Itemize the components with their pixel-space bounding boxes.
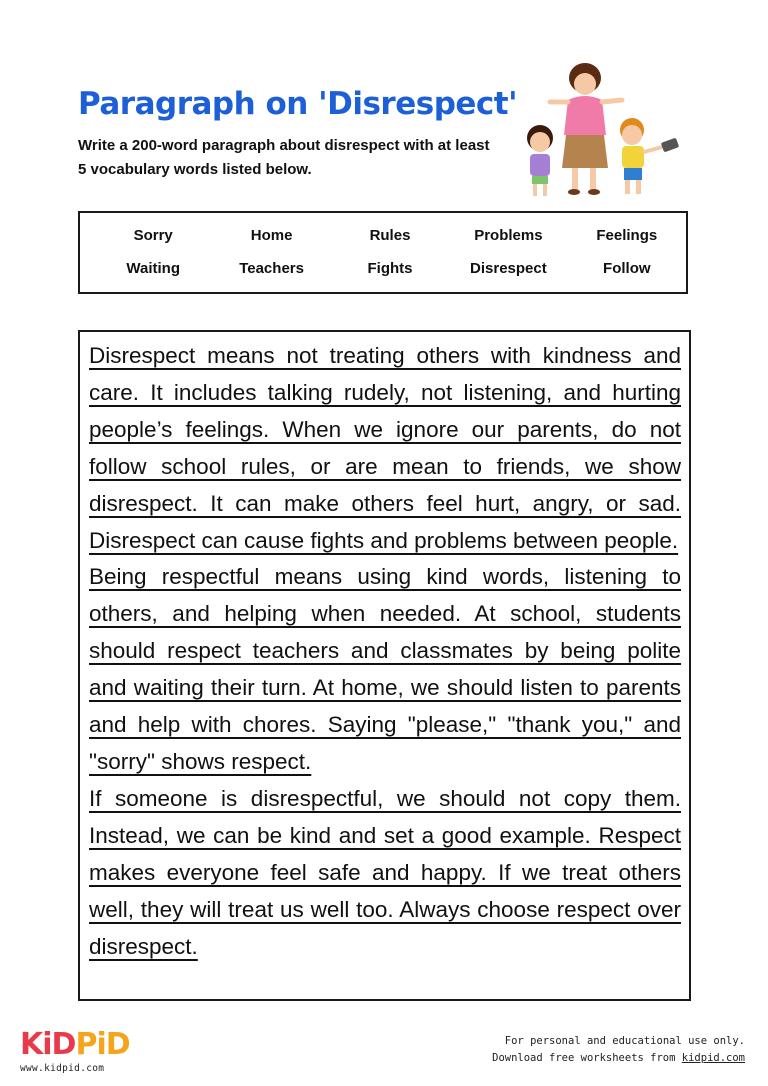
paragraph-3-text: If someone is disrespectful, we should not copy them. Instead, we can be kind and set a good example. Respect makes everyone feel safe and happy. If we treat others well, they will treat us well too. Always choose respect over disrespect. bbox=[89, 785, 681, 959]
logo-letter: K bbox=[20, 1027, 43, 1062]
paragraph-1-text: Disrespect means not treating others with kindness and care. It includes talking rudely, not listening, and hurting people’s feelings. When we ignore our parents, do not follow school rules, or are mean to friends, we show disrespect. It can make others feel hurt, angry, or sad. Disrespect can cause fights and problems between people. bbox=[89, 343, 681, 553]
logo-letter: D bbox=[105, 1027, 130, 1062]
footer-line-1: For personal and educational use only. bbox=[504, 1035, 745, 1047]
vocab-word: Rules bbox=[369, 227, 411, 244]
logo-letter: P bbox=[75, 1027, 97, 1062]
logo-letter: D bbox=[51, 1027, 76, 1062]
instructions-text: Write a 200-word paragraph about disrespect with at least 5 vocabulary words listed below. bbox=[78, 137, 490, 178]
paragraph-box bbox=[78, 330, 691, 1001]
logo-url[interactable]: www.kidpid.com bbox=[20, 1063, 105, 1074]
vocab-word: Fights bbox=[367, 260, 413, 277]
vocab-word: Home bbox=[250, 227, 293, 244]
footer-link[interactable]: kidpid.com bbox=[681, 1052, 745, 1064]
teacher-with-children-illustration bbox=[520, 60, 690, 202]
vocabulary-box bbox=[78, 211, 688, 294]
page-title: Paragraph on 'Disrespect' bbox=[78, 86, 518, 122]
footer bbox=[492, 1033, 745, 1067]
vocab-word: Feelings bbox=[596, 227, 658, 244]
footer-line-2 bbox=[492, 1050, 745, 1067]
vocab-word: Sorry bbox=[133, 227, 173, 244]
vocab-word: Problems bbox=[474, 227, 543, 244]
logo-wordmark bbox=[20, 1029, 130, 1061]
paragraph-3 bbox=[89, 781, 681, 966]
vocab-word: Follow bbox=[603, 260, 651, 277]
logo-letter: i bbox=[96, 1027, 106, 1062]
logo-letter: i bbox=[42, 1027, 52, 1062]
vocabulary-grid bbox=[94, 227, 686, 277]
paragraph-2 bbox=[89, 559, 681, 780]
paragraph-text bbox=[89, 338, 681, 965]
kidpid-logo bbox=[20, 1029, 130, 1074]
vocab-word: Waiting bbox=[126, 260, 180, 277]
vocab-word: Disrespect bbox=[470, 260, 547, 277]
paragraph-2-text: Being respectful means using kind words, listening to others, and helping when needed. At school, students should respect teachers and classmates by being polite and waiting their turn. At home, we should listen to parents and help with chores. Saying "please," "thank you," and "sorry" shows respect. bbox=[89, 564, 681, 774]
footer-line-2-text: Download free worksheets from bbox=[492, 1052, 682, 1064]
paragraph-1 bbox=[89, 338, 681, 559]
vocab-word: Teachers bbox=[239, 260, 304, 277]
